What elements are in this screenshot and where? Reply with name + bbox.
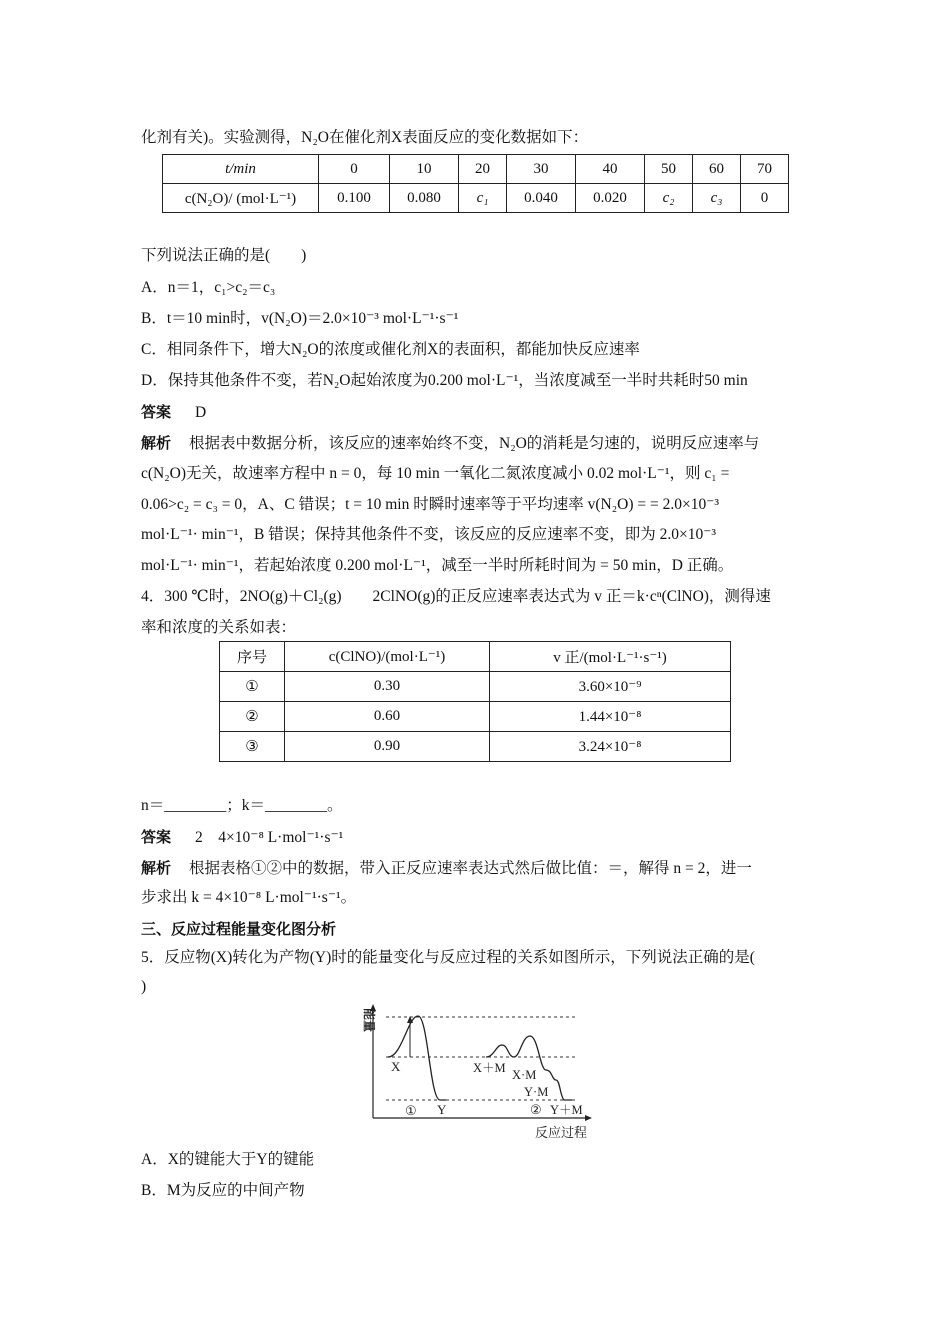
table-cell: 40 xyxy=(576,155,645,184)
table-cell: 0.100 xyxy=(319,184,390,213)
q4-analysis-line: 步求出 k = 4×10⁻⁸ L·mol⁻¹·s⁻¹。 xyxy=(141,889,357,906)
q4-answer xyxy=(141,827,343,848)
table-cell: c₂ xyxy=(645,184,693,213)
q3-option-b: B．t＝10 min时，v(N₂O)＝2.0×10⁻³ mol·L⁻¹·s⁻¹ xyxy=(141,310,459,327)
table-cell: ② xyxy=(220,702,285,732)
q3-analysis-line: mol·L⁻¹· min⁻¹，B 错误；保持其他条件不变，该反应的反应速率不变，即为 2.0×10⁻³ xyxy=(141,526,717,543)
q4-stem-line1: 4．300 ℃时，2NO(g)＋Cl₂(g) 2ClNO(g)的正反应速率表达式为 v 正＝k·cⁿ(ClNO)，测得速 xyxy=(141,588,771,605)
table-cell: 30 xyxy=(507,155,576,184)
table-cell: 0.020 xyxy=(576,184,645,213)
x-axis-label: 反应过程 xyxy=(535,1126,588,1141)
answer-label: 答案 xyxy=(141,828,172,846)
q3-stem: 下列说法正确的是( ) xyxy=(141,247,307,264)
table-cell: 0.080 xyxy=(390,184,459,213)
analysis-label: 解析 xyxy=(141,434,172,452)
table-row xyxy=(220,732,731,762)
q3-answer xyxy=(141,402,206,423)
q4-stem-line2: 率和浓度的关系如表： xyxy=(141,619,297,636)
table-header-cell: v 正/(mol·L⁻¹·s⁻¹) xyxy=(490,642,731,672)
table-row xyxy=(163,184,789,213)
q3-option-a: A．n＝1，c₁>c₂＝c₃ xyxy=(141,279,276,296)
table-cell: 0.60 xyxy=(285,702,490,732)
q5-stem-line2: ) xyxy=(141,978,147,995)
reaction-curve-1 xyxy=(388,1016,446,1100)
table-cell: 50 xyxy=(645,155,693,184)
table-cell: 10 xyxy=(390,155,459,184)
table-cell: 60 xyxy=(693,155,741,184)
q3-analysis-line: mol·L⁻¹· min⁻¹，若起始浓度 0.200 mol·L⁻¹，减至一半时所耗时间为 = 50 min，D 正确。 xyxy=(141,557,734,574)
table-cell: c₃ xyxy=(693,184,741,213)
analysis-text: 根据表中数据分析，该反应的速率始终不变，N₂O的消耗是匀速的，说明反应速率与 xyxy=(189,435,760,452)
q3-analysis-line xyxy=(141,433,759,454)
label-y: Y xyxy=(437,1102,447,1117)
table-cell: ③ xyxy=(220,732,285,762)
table-row xyxy=(220,672,731,702)
table-header-cell: 序号 xyxy=(220,642,285,672)
analysis-text: 根据表格①②中的数据，带入正反应速率表达式然后做比值：＝，解得 n = 2，进一 xyxy=(189,860,752,877)
x-axis-arrow xyxy=(585,1115,592,1121)
label-x-plus-m: X＋M xyxy=(473,1061,506,1075)
analysis-label: 解析 xyxy=(141,859,172,877)
q5-option-a: A．X的键能大于Y的键能 xyxy=(141,1151,315,1168)
table-header-cell: c(N₂O)/ (mol·L⁻¹) xyxy=(163,184,319,213)
table-header-cell: c(ClNO)/(mol·L⁻¹) xyxy=(285,642,490,672)
table-cell: 0 xyxy=(741,184,789,213)
q5-option-b: B．M为反应的中间产物 xyxy=(141,1182,305,1199)
table-header-cell: t/min xyxy=(163,155,319,184)
table-cell: 0.90 xyxy=(285,732,490,762)
table-cell: 1.44×10⁻⁸ xyxy=(490,702,731,732)
answer-value: D xyxy=(195,404,207,421)
n2o-data-table xyxy=(162,154,789,213)
table-cell: 0.30 xyxy=(285,672,490,702)
label-y-plus-m: Y＋M xyxy=(550,1103,583,1117)
table-cell: c₁ xyxy=(459,184,507,213)
label-y-dot-m: Y·M xyxy=(524,1085,549,1099)
q3-analysis-line: 0.06>c₂ = c₃ = 0，A、C 错误；t = 10 min 时瞬时速率等于平均速率 v(N₂O) = = 2.0×10⁻³ xyxy=(141,496,720,513)
energy-diagram xyxy=(350,1000,610,1142)
clno-rate-table xyxy=(219,641,731,762)
q5-stem-line1: 5．反应物(X)转化为产物(Y)时的能量变化与反应过程的关系如图所示，下列说法正确的是( xyxy=(141,949,755,966)
table-row xyxy=(220,642,731,672)
answer-value: 2 4×10⁻⁸ L·mol⁻¹·s⁻¹ xyxy=(195,829,344,846)
q3-option-c: C．相同条件下，增大N₂O的浓度或催化剂X的表面积，都能加快反应速率 xyxy=(141,341,640,358)
table-cell: 3.60×10⁻⁹ xyxy=(490,672,731,702)
q3-option-d: D．保持其他条件不变，若N₂O起始浓度为0.200 mol·L⁻¹，当浓度减至一半时共耗时50 min xyxy=(141,372,748,389)
table-row xyxy=(163,155,789,184)
table-cell: 70 xyxy=(741,155,789,184)
q4-blank-line: n＝________；k＝________。 xyxy=(141,797,343,814)
q3-analysis-line: c(N₂O)无关，故速率方程中 n = 0，每 10 min 一氧化二氮浓度减小 0.02 mol·L⁻¹，则 c₁ = xyxy=(141,465,730,482)
label-step-2: ② xyxy=(530,1103,542,1118)
table-cell: 0 xyxy=(319,155,390,184)
label-step-1: ① xyxy=(405,1104,417,1119)
y-axis-label: 能量 xyxy=(362,1008,376,1033)
table-row xyxy=(220,702,731,732)
label-x-dot-m: X·M xyxy=(512,1068,537,1082)
table-cell: 20 xyxy=(459,155,507,184)
label-x: X xyxy=(391,1059,401,1074)
q4-analysis-line xyxy=(141,858,752,879)
table-cell: 3.24×10⁻⁸ xyxy=(490,732,731,762)
section-title: 三、反应过程能量变化图分析 xyxy=(141,920,337,938)
intro-line: 化剂有关)。实验测得，N₂O在催化剂X表面反应的变化数据如下： xyxy=(141,129,589,146)
table-cell: 0.040 xyxy=(507,184,576,213)
answer-label: 答案 xyxy=(141,403,172,421)
table-cell: ① xyxy=(220,672,285,702)
